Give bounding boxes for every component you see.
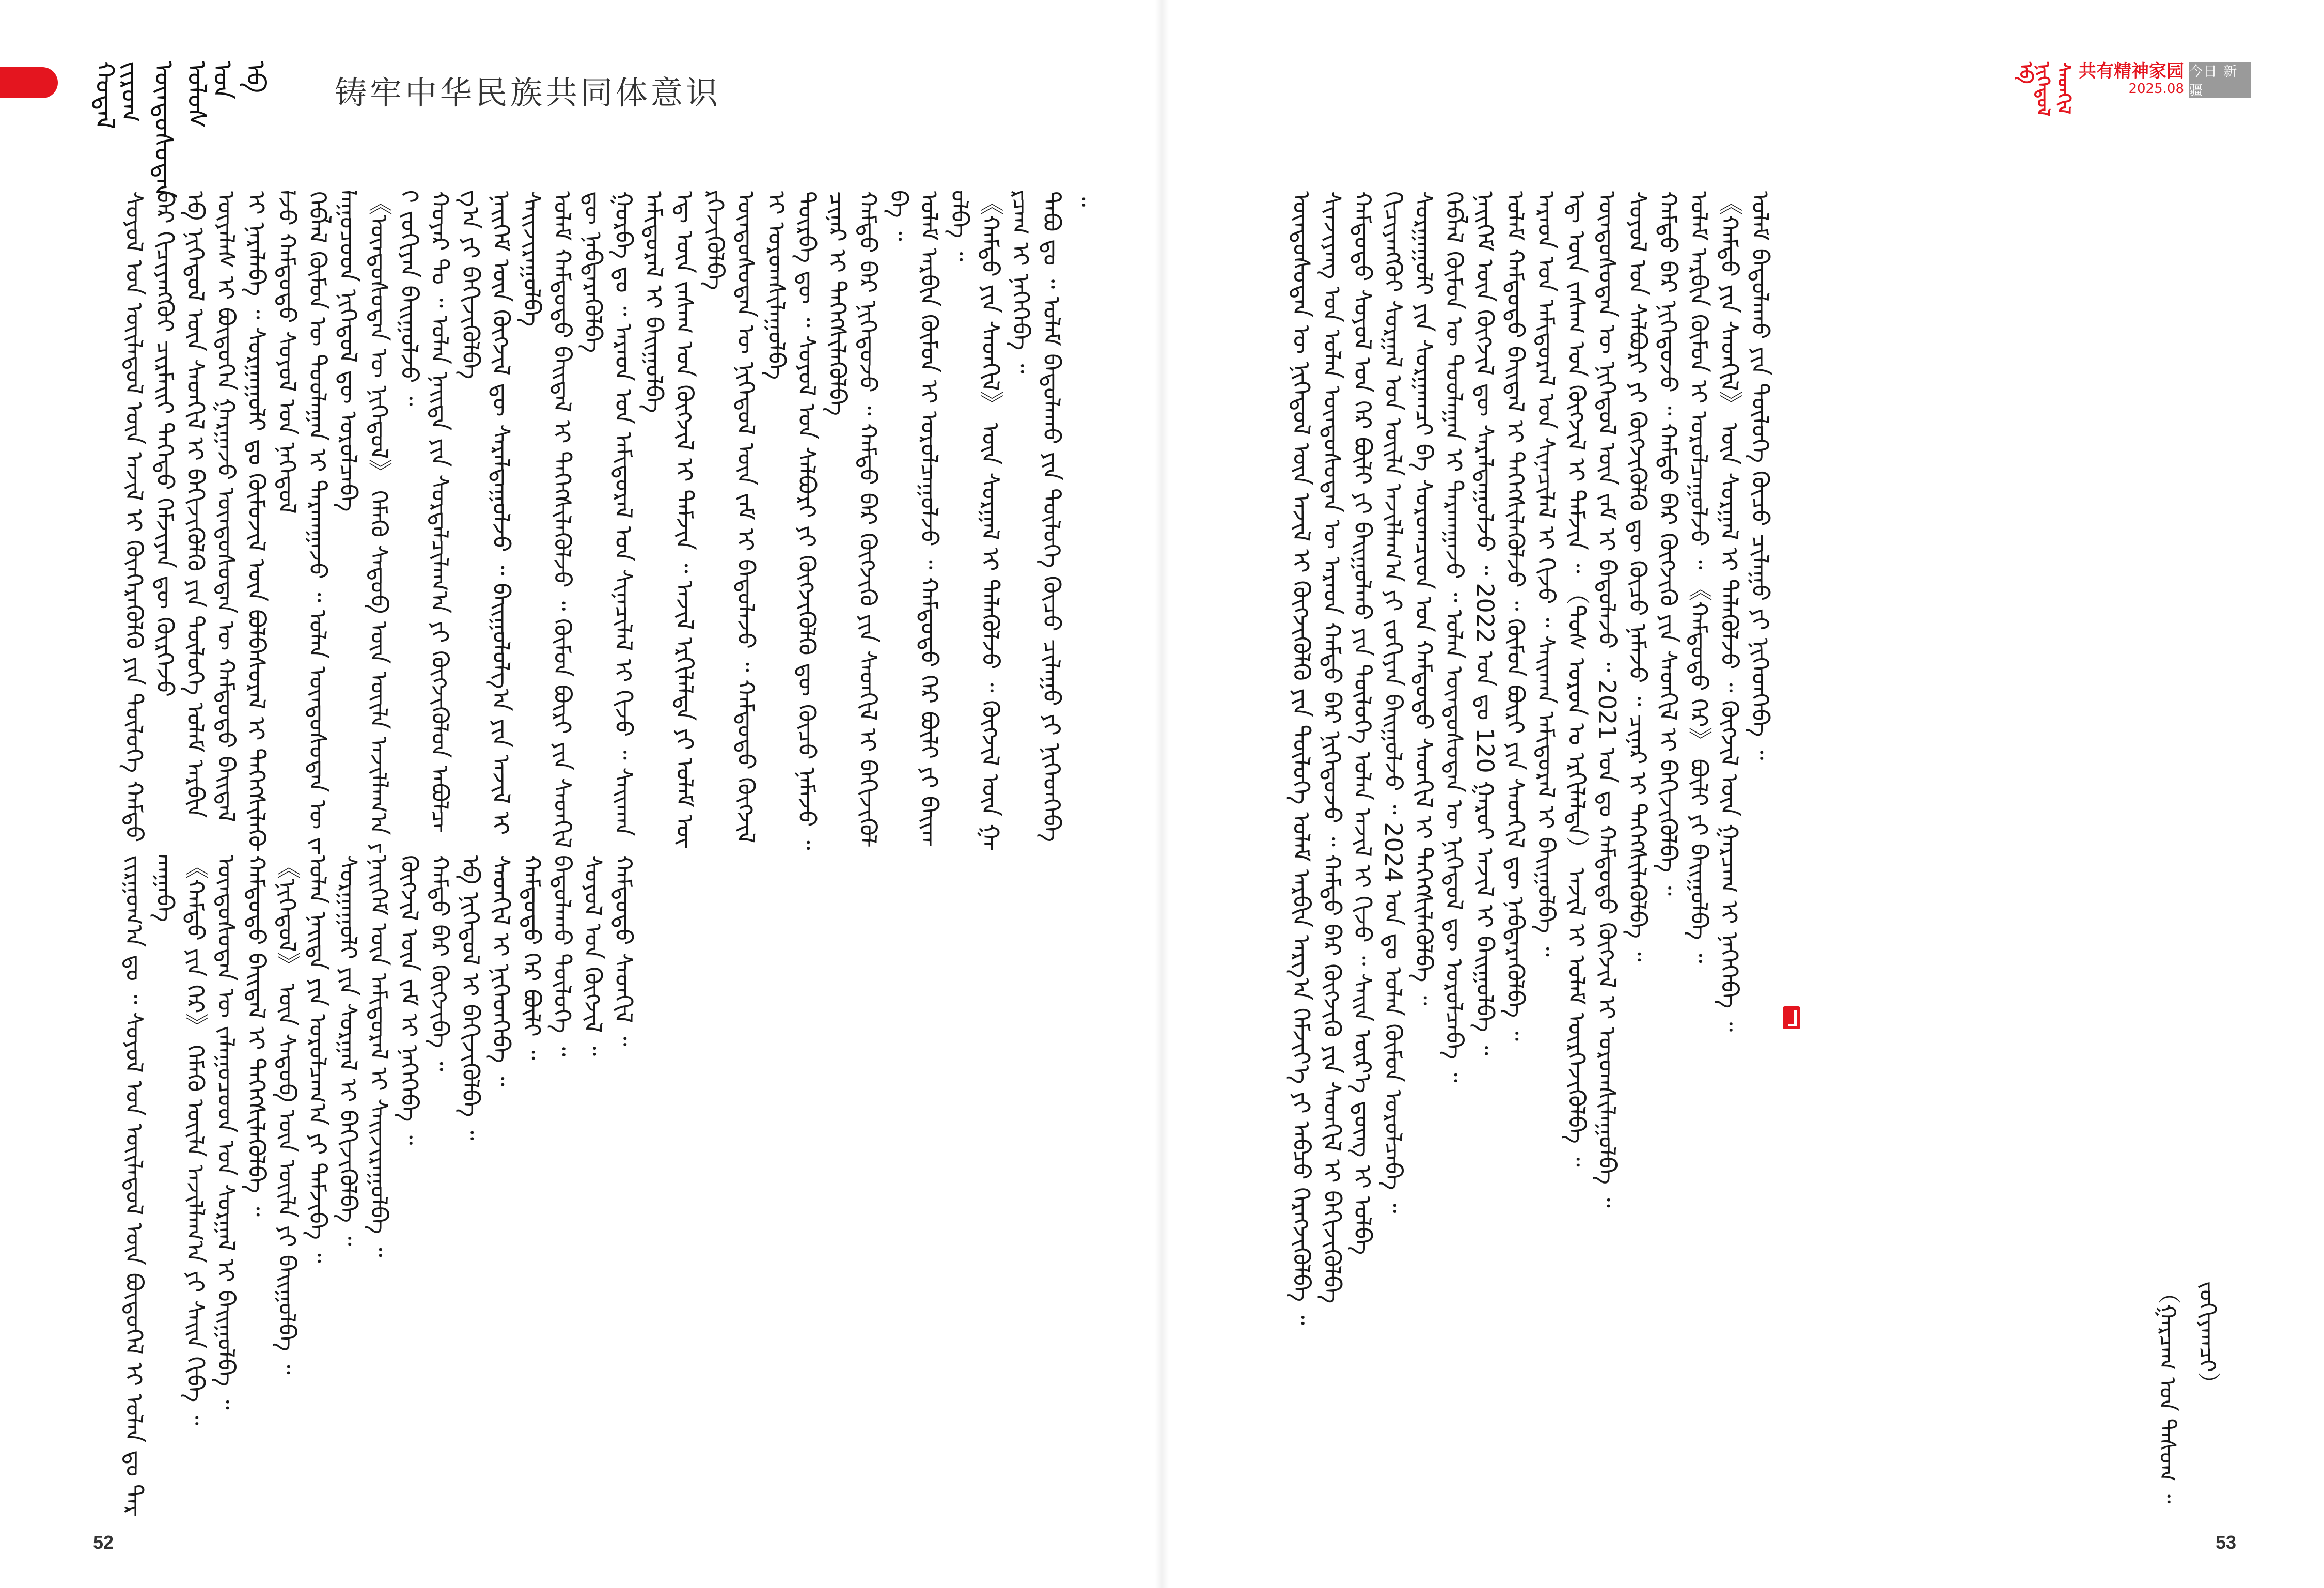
author-credit: （ᠭᠠᠷᠴᠠᠭ ᠤᠨ ᠲᠠᠰᠤᠭ ᠃ ᠵᠣᠬᠢᠶᠠᠭᠴᠢ）	[2154, 1281, 2220, 1504]
text-column: ᠡᠪ ᠨᠢᠭᠡᠳᠦᠯ ᠦᠨ ᠰᠡᠳᠬᠢᠯ ᠢ ᠪᠡᠬᠢᠵᠢᠭᠦᠯᠬᠦ ᠶᠢᠨ ᠲᠥᠯᠥᠭᠡ ᠤᠯᠠᠮ ᠠᠷᠪᠢᠨ ᠦᠶᠡᠯᠡᠰ ᠢ ᠪᠦᠲᠦᠭᠡᠨ ᠭᠠᠷᠭᠠᠵᠤ ᠦᠨᠳᠦᠰᠦᠲᠡᠨ ᠦ ᠬᠠᠮᠲᠤᠳᠤ ᠪᠠᠢᠳᠠᠯ	[181, 191, 240, 822]
text-column: ᠤᠯᠠᠮ ᠠᠷᠪᠢᠨ ᠬᠦᠮᠦᠨ ᠢ ᠣᠷᠣᠯᠴᠠᠭᠤᠯᠵᠤ ᠃ ᠬᠠᠮᠲᠤᠳᠤ ᠭᠡᠷ ᠪᠦᠯᠢ ᠶᠢ ᠪᠠᠢᠭᠤᠯᠪᠠ ᠃	[915, 191, 974, 846]
text-column: 《ᠨᠢᠭᠡᠳᠦᠯ》 ᠦᠨ ᠰᠡᠳᠦᠪ ᠦᠨ ᠦᠢᠯᠡ ᠶᠢ ᠪᠠᠢᠭᠤᠯᠪᠠ ᠃	[273, 855, 302, 1375]
text-column: ᠰᠤᠶᠤᠯ ᠤᠨ ᠦᠢᠯᠡᠳᠦᠯ ᠦᠨ ᠠᠵᠢᠯ ᠢ ᠭᠦᠨᠭᠡᠷᠡᠭᠦᠯᠬᠦ ᠶᠢᠨ ᠲᠥᠯᠥᠭᠡ ᠬᠠᠮᠲᠤ ᠪᠠᠷ ᠬᠢᠴᠢᠶᠡᠩᠭᠦᠢ ᠴᠢᠷᠮᠠᠢᠢ ᠳᠡᠭᠡᠳᠦ ᠬᠡᠮᠵᠢᠶᠡᠨ ᠳᠦ ᠬᠦᠷᠭᠡᠵᠦ	[120, 191, 179, 843]
mongol-section-heading	[90, 61, 293, 198]
text-column: ᠤᠯᠠᠮ ᠪᠠᠲᠤᠯᠠᠬᠤ ᠶᠢᠨ ᠲᠥᠯᠥᠭᠡ ᠬᠦᠴᠦ ᠴᠢᠯᠠᠭᠤ ᠶᠢ ᠨᠢᠭᠡᠳᠭᠡᠪᠡ ᠃	[1746, 191, 1775, 760]
left-page-text	[119, 191, 1116, 1514]
text-column: ᠦᠨᠳᠦᠰᠦᠲᠡᠨ ᠦ ᠨᠢᠭᠡᠳᠦᠯ ᠦᠨ ᠵᠠᠮ ᠢ ᠪᠠᠲᠤᠯᠠᠵᠤ ᠃ ᠬᠠᠮᠲᠤᠳᠤ ᠬᠥᠭᠵᠢᠯ ᠢ ᠤᠷᠤᠭᠰᠢᠯᠠᠭᠤᠯᠪᠠ	[732, 191, 791, 844]
page-spine	[1155, 0, 1169, 1588]
text-column: ᠪᠠᠲᠤᠯᠠᠬᠤ ᠲᠥᠯᠥᠭᠡ ᠃	[548, 855, 577, 1057]
column-name: 共有精神家园	[2079, 61, 2184, 82]
text-column: ᠭᠤᠷᠪᠠ ᠳᠤ ᠃ ᠠᠷᠠᠳ ᠤᠨ ᠠᠮᠢᠳᠤᠷᠠᠯ ᠤᠨ ᠰᠢᠨᠡᠴᠢᠯᠡᠯ ᠢ ᠬᠢᠵᠦ ᠃ ᠰᠠᠢᠬᠠᠨ ᠠᠮᠢᠳᠤᠷᠠᠯ ᠢ ᠪᠠᠢᠭᠤᠯᠪᠠ	[609, 191, 668, 836]
text-column: ᠤᠯᠠᠮ ᠬᠠᠮᠲᠤᠳᠤ ᠪᠠᠢᠳᠠᠯ ᠢ ᠳᠡᠭᠡᠭᠰᠢᠯᠡᠭᠦᠯᠵᠦ ᠃ ᠬᠦᠮᠦᠨ ᠪᠦᠷᠢ ᠶᠢᠨ ᠰᠡᠳᠬᠢᠯ ᠳᠦ ᠨᠡᠪᠲᠡᠷᠡᠭᠦᠯᠪᠡ ᠃	[1501, 191, 1530, 1041]
left-upper-columns	[119, 191, 1097, 855]
text-column: ᠤᠯᠠᠮ ᠠᠷᠪᠢᠨ ᠬᠦᠮᠦᠨ ᠢ ᠣᠷᠣᠯᠴᠠᠭᠤᠯᠵᠤ ᠃ 《ᠬᠠᠮᠲᠤᠳᠤ ᠭᠡᠷ》 ᠪᠦᠯᠢ ᠶᠢ ᠪᠠᠢᠭᠤᠯᠪᠠ ᠃	[1685, 191, 1713, 963]
left-lower-columns	[119, 855, 1097, 1514]
text-column: ᠰᠢᠨᠵᠢᠶᠠᠩ ᠤᠨ ᠣᠯᠠᠨ ᠦᠨᠳᠦᠰᠦᠲᠡᠨ ᠦ ᠠᠷᠠᠳ ᠬᠠᠮᠲᠤ ᠪᠠᠷ ᠨᠢᠭᠡᠳᠦᠵᠦ ᠃ ᠬᠠᠮᠲᠤ ᠪᠠᠷ ᠬᠥᠭᠵᠢᠬᠦ ᠶᠢᠨ ᠰᠡᠳᠬᠢᠯ ᠢ ᠪᠡᠬᠢᠵᠢᠭᠦᠯᠪᠡ	[1318, 191, 1346, 1304]
text-column: ᠤᠯᠠᠮ ᠬᠠᠮᠲᠤᠳᠤ ᠪᠠᠢᠳᠠᠯ ᠢ ᠳᠡᠭᠡᠭᠰᠢᠯᠡᠭᠦᠯᠵᠦ ᠃ ᠬᠦᠮᠦᠨ ᠪᠦᠷᠢ ᠶᠢᠨ ᠰᠡᠳᠬᠢᠯ ᠳᠦ ᠨᠡᠪᠲᠡᠷᠡᠭᠦᠯᠪᠡ	[548, 191, 607, 849]
magazine-brand	[2015, 61, 2290, 116]
text-column: ᠨᠡᠢᠭᠡᠮ ᠦᠨ ᠬᠥᠭᠵᠢᠯ ᠳᠦ ᠰᠠᠷᠠᠯᠳᠠᠭᠤᠯᠵᠤ ᠃ 2022 ᠣᠨ ᠳᠤ 120 ᠭᠠᠷᠤᠢ ᠠᠵᠢᠯ ᠢ ᠪᠠᠢᠭᠤᠯᠪᠠ ᠃	[1471, 191, 1499, 1055]
text-column: ᠦᠨᠳᠦᠰᠦᠲᠡᠨ ᠦ ᠨᠢᠭᠡᠳᠦᠯ ᠦᠨ ᠵᠠᠮ ᠢ ᠪᠠᠲᠤᠯᠠᠵᠤ ᠃ 2021 ᠣᠨ ᠳᠤ ᠬᠠᠮᠲᠤᠳᠤ ᠬᠥᠭᠵᠢᠯ ᠢ ᠤᠷᠤᠭᠰᠢᠯᠠᠭᠤᠯᠪᠠ ᠃	[1593, 191, 1622, 1208]
text-column: 《ᠬᠠᠮᠲᠤ ᠶᠢᠨ ᠭᠡᠷ》 ᠬᠡᠮᠡᠬᠦ ᠦᠢᠯᠡ ᠠᠵᠢᠯᠯᠠᠭ᠎ᠠ ᠶᠢ ᠰᠠᠢᠨ ᠬᠢᠪᠡ ᠃	[181, 855, 210, 1426]
text-column: ᠬᠡᠪᠯᠡᠯ ᠬᠦᠮᠦᠨ ᠦ ᠳᠤᠤᠯᠠᠭᠠᠨ ᠢ ᠲᠠᠷᠬᠠᠭᠠᠵᠤ ᠃ ᠣᠯᠠᠨ ᠦᠨᠳᠦᠰᠦᠲᠡᠨ ᠦ ᠵᠠᠯᠠᠭᠤᠴᠤᠳ ᠨᠢᠭᠡᠳᠦᠯ ᠳᠦ ᠣᠷᠣᠯᠴᠠᠪᠠ	[304, 191, 363, 854]
issue-date: 2025.08	[2128, 81, 2184, 97]
text-column: ᠬᠠᠮᠲᠤ ᠪᠠᠷ ᠨᠢᠭᠡᠳᠦᠵᠦ ᠃ ᠬᠠᠮᠲᠤ ᠪᠠᠷ ᠬᠥᠭᠵᠢᠬᠦ ᠶᠢᠨ ᠰᠡᠳᠬᠢᠯ ᠢ ᠪᠡᠬᠢᠵᠢᠭᠦᠯᠪᠡ ᠃	[854, 191, 913, 846]
text-column: ᠦᠨᠳᠦᠰᠦᠲᠡᠨ ᠦ ᠨᠢᠭᠡᠳᠦᠯ ᠦᠨ ᠠᠵᠢᠯ ᠢ ᠬᠦᠭᠵᠢᠭᠦᠯᠬᠦ ᠶᠢᠨ ᠲᠥᠯᠥᠭᠡ ᠤᠯᠠᠮ ᠠᠷᠪᠢᠨ ᠠᠷᠭ᠎ᠠ ᠬᠡᠮᠵᠢᠶ᠎ᠡ ᠶᠢ ᠠᠪᠴᠤ ᠬᠡᠷᠡᠭᠵᠢᠭᠦᠯᠪᠡ ᠃	[1287, 191, 1316, 1325]
brand-cn-block	[2079, 62, 2184, 98]
text-column: ᠰᠤᠷᠭᠠᠭᠤᠯᠢ ᠶᠢᠨ ᠰᠤᠷᠭᠠᠯ ᠢ ᠪᠡᠬᠢᠵᠢᠭᠦᠯᠪᠡ ᠃	[334, 855, 363, 1246]
text-column: ᠡᠳ᠋ ᠦᠨ ᠵᠠᠰᠠᠭ ᠤᠨ ᠬᠥᠭᠵᠢᠯ ᠢ ᠳᠡᠮᠵᠢᠨ ᠃ ᠠᠵᠢᠯ ᠡᠷᠬᠢᠯᠡᠯᠲᠡ ᠶᠢ ᠤᠯᠠᠮ ᠥᠷᠭᠡᠵᠢᠭᠦᠯᠪᠡ	[670, 191, 730, 848]
text-column: ᠬᠠᠮᠲᠤᠳᠤ ᠭᠡᠷ ᠪᠦᠯᠢ ᠃	[517, 855, 546, 1060]
text-column: 《ᠬᠠᠮᠲᠤ ᠶᠢᠨ ᠰᠡᠳᠬᠢᠯ》 ᠦᠨ ᠰᠤᠷᠭᠠᠯ ᠢ ᠲᠡᠯᠡᠭᠦᠯᠵᠦ ᠃ ᠬᠥᠭᠵᠢᠯ ᠦᠨ ᠭᠠᠷᠴᠠᠭ ᠢ ᠨᠡᠭᠡᠭᠡᠪᠡ ᠃	[1716, 191, 1744, 1032]
text-column: ᠳᠥᠷᠪᠡ ᠳᠦ ᠃ ᠰᠣᠶᠣᠯ ᠤᠨ ᠰᠠᠯᠪᠤᠷᠢ ᠶᠢ ᠬᠥᠭᠵᠢᠭᠦᠯᠬᠦ ᠳᠦ ᠬᠦᠴᠦ ᠨᠡᠮᠡᠵᠦ ᠃ ᠴᠢᠨᠠᠷ ᠢ ᠳᠡᠭᠡᠭᠰᠢᠯᠡᠭᠦᠯᠪᠡ	[793, 191, 852, 850]
page-number-right: 53	[2216, 1532, 2237, 1553]
end-mark-icon	[1783, 1006, 1800, 1029]
left-upper-block	[119, 191, 1097, 1514]
text-column: ᠨᠡᠢᠭᠡᠮ ᠦᠨ ᠬᠥᠭᠵᠢᠯ ᠳᠦ ᠰᠠᠷᠠᠯᠳᠠᠭᠤᠯᠵᠤ ᠃ ᠪᠠᠢᠭᠤᠯᠤᠯᠭ᠎ᠠ ᠶᠢᠨ ᠠᠵᠢᠯ ᠢ ᠰᠠᠢᠵᠢᠷᠠᠭᠤᠯᠪᠠ	[487, 191, 546, 835]
text-column: ᠦᠨᠳᠦᠰᠦᠲᠡᠨ ᠦ ᠵᠠᠯᠠᠭᠤᠴᠤᠳ ᠤᠨ ᠰᠤᠷᠭᠠᠯ ᠢ ᠪᠠᠢᠭᠤᠯᠪᠠ ᠃	[212, 855, 240, 1410]
text-column: ᠡᠳ᠋ ᠦᠨ ᠵᠠᠰᠠᠭ ᠤᠨ ᠬᠥᠭᠵᠢᠯ ᠢ ᠳᠡᠮᠵᠢᠨ ᠃ （ᠲᠤᠰ ᠣᠷᠣᠨ ᠤ ᠡᠷᠬᠢᠯᠡᠯᠲᠡ） ᠠᠵᠢᠯ ᠢ ᠤᠯᠠᠮ ᠥᠷᠭᠡᠵᠢᠭᠦᠯᠪᠡ ᠃	[1563, 191, 1591, 1167]
text-column: ᠬᠥᠭᠵᠢᠯ ᠦᠨ ᠵᠠᠮ ᠢ ᠨᠡᠭᠡᠭᠡᠪᠡ ᠃	[396, 855, 424, 1145]
text-column: ᠣᠯᠠᠨ ᠨᠡᠢᠲᠡ ᠶᠢᠨ ᠣᠷᠣᠯᠴᠠᠭ᠎ᠠ ᠶᠢ ᠳᠡᠮᠵᠢᠪᠡ ᠃	[304, 855, 332, 1263]
text-column: ᠰᠡᠳᠬᠢᠯ ᠢ ᠨᠢᠭᠡᠳᠭᠡᠪᠡ ᠃	[487, 855, 515, 1086]
text-column: 《ᠬᠠᠮᠲᠤ ᠶᠢᠨ ᠰᠡᠳᠬᠢᠯ》 ᠦᠨ ᠰᠤᠷᠭᠠᠯ ᠢ ᠲᠡᠯᠡᠭᠦᠯᠵᠦ ᠃ ᠬᠥᠭᠵᠢᠯ ᠦᠨ ᠭᠠᠷᠴᠠᠭ ᠢ ᠨᠡᠭᠡᠭᠡᠪᠡ ᠃	[976, 191, 1035, 850]
text-column: ᠰᠣᠶᠣᠯ ᠤᠨ ᠬᠥᠭᠵᠢᠯ ᠃	[579, 855, 607, 1056]
mongol-heading-line: ᠦᠨᠳᠦᠰᠦᠲᠡᠨ	[149, 61, 179, 198]
text-column: ᠡᠪ ᠨᠢᠭᠡᠳᠦᠯ ᠢ ᠪᠡᠬᠢᠵᠢᠭᠦᠯᠪᠡ ᠃	[457, 855, 485, 1141]
mongol-heading-line: ᠬᠤᠳᠠᠯ ᠵᠢᠷᠤᠭ	[90, 61, 146, 130]
text-column: 《ᠦᠨᠳᠦᠰᠦᠲᠡᠨ ᠦ ᠨᠢᠭᠡᠳᠦᠯ》 ᠬᠡᠮᠡᠬᠦ ᠰᠡᠳᠦᠪ ᠦᠨ ᠦᠢᠯᠡ ᠠᠵᠢᠯᠯᠠᠭ᠎ᠠ ᠶᠢ ᠵᠣᠬᠢᠶᠠᠨ ᠪᠠᠢᠭᠤᠯᠵᠤ ᠃	[365, 191, 424, 853]
text-column: ᠨᠡᠢᠭᠡᠮ ᠦᠨ ᠠᠮᠢᠳᠤᠷᠠᠯ ᠢ ᠰᠠᠢᠵᠢᠷᠠᠭᠤᠯᠪᠠ ᠃	[365, 855, 393, 1257]
text-column: ᠰᠣᠶᠣᠯ ᠤᠨ ᠰᠠᠯᠪᠤᠷᠢ ᠶᠢ ᠬᠥᠭᠵᠢᠭᠦᠯᠬᠦ ᠳᠦ ᠬᠦᠴᠦ ᠨᠡᠮᠡᠵᠦ ᠃ ᠴᠢᠨᠠᠷ ᠢ ᠳᠡᠭᠡᠭᠰᠢᠯᠡᠭᠦᠯᠪᠡ ᠃	[1624, 191, 1652, 962]
magazine-logo: 今日 新疆	[2189, 62, 2251, 98]
brand-mongol-title	[2015, 62, 2074, 116]
text-column: ᠬᠠᠮᠲᠤᠳᠤ ᠪᠠᠢᠳᠠᠯ ᠢ ᠳᠡᠭᠡᠭᠰᠢᠯᠡᠭᠦᠯᠪᠡ ᠃	[243, 855, 271, 1217]
text-column: ᠲᠠᠪᠤ ᠳᠤ ᠃ ᠤᠯᠠᠮ ᠪᠠᠲᠤᠯᠠᠬᠤ ᠶᠢᠨ ᠲᠥᠯᠥᠭᠡ ᠬᠦᠴᠦ ᠴᠢᠯᠠᠭᠤ ᠶᠢ ᠨᠢᠭᠡᠳᠭᠡᠪᠡ ᠃	[1038, 191, 1096, 843]
mongol-heading-line: ᠡᠪ	[241, 61, 271, 93]
text-column: ᠬᠠᠮᠲᠤᠳᠤ ᠰᠣᠶᠣᠯ ᠤᠨ ᠭᠡᠷ ᠪᠦᠯᠢ ᠶᠢ ᠪᠠᠢᠭᠤᠯᠬᠤ ᠶᠢᠨ ᠲᠥᠯᠥᠭᠡ ᠣᠯᠠᠨ ᠠᠵᠢᠯ ᠢ ᠬᠢᠵᠦ ᠃ ᠰᠠᠢᠨ ᠦᠷ᠎ᠡ ᠳ᠋ᠦᠩ ᠢ ᠣᠯᠪᠠ	[1348, 191, 1377, 1255]
mongol-heading-line: ᠤᠯᠤᠰ ᠤᠨ	[182, 61, 238, 129]
brand-mongol-line: ᠡᠪ ᠨᠢᠭᠡᠳᠦᠯ	[2015, 62, 2053, 116]
text-column: ᠬᠠᠮᠲᠤ ᠪᠠᠷ ᠨᠢᠭᠡᠳᠦᠵᠦ ᠃ ᠬᠠᠮᠲᠤ ᠪᠠᠷ ᠬᠥᠭᠵᠢᠬᠦ ᠶᠢᠨ ᠰᠡᠳᠬᠢᠯ ᠢ ᠪᠡᠬᠢᠵᠢᠭᠦᠯᠪᠡ ᠃	[1654, 191, 1683, 896]
section-title: 铸牢中华民族共同体意识	[335, 74, 721, 112]
section-tab	[0, 67, 58, 98]
text-column: ᠬᠠᠮᠲᠤ ᠪᠠᠷ ᠬᠥᠭᠵᠢᠪᠡ ᠃	[426, 855, 454, 1071]
right-page-text	[1286, 191, 2288, 1514]
text-column: ᠬᠠᠮᠲᠤᠳᠤ ᠰᠡᠳᠬᠢᠯ ᠃	[609, 855, 638, 1047]
text-column: ᠵᠢᠷᠭᠤᠭ᠎ᠠ ᠳᠤ ᠃ ᠰᠣᠶᠣᠯ ᠤᠨ ᠦᠢᠯᠡᠳᠦᠯ ᠦᠨ ᠪᠦᠲᠦᠭᠡᠯ ᠢ ᠣᠯᠠᠨ ᠳᠤ ᠲᠠᠷᠬᠠᠭᠠᠪᠠ	[120, 855, 179, 1516]
text-column: ᠬᠣᠶᠠᠷ ᠲᠤ ᠃ ᠣᠯᠠᠨ ᠨᠡᠢᠲᠡ ᠶᠢᠨ ᠰᠤᠷᠲᠠᠯᠴᠢᠯᠠᠭ᠎ᠠ ᠶᠢ ᠬᠥᠭᠵᠢᠭᠦᠯᠦᠨ ᠠᠪᠤᠯᠴᠠᠭ᠎ᠠ ᠶᠢ ᠪᠡᠬᠢᠵᠢᠭᠦᠯᠪᠡ	[426, 191, 485, 832]
page-number-left: 52	[93, 1532, 114, 1553]
brand-mongol-line: ᠰᠡᠳᠬᠢᠯ	[2053, 62, 2074, 114]
text-column: ᠬᠢᠴᠢᠶᠡᠩᠭᠦᠢ ᠰᠤᠷᠭᠠᠯ ᠤᠨ ᠦᠢᠯᠡ ᠠᠵᠢᠯᠯᠠᠭ᠎ᠠ ᠶᠢ ᠵᠣᠬᠢᠶᠠᠨ ᠪᠠᠢᠭᠤᠯᠵᠤ ᠃ 2024 ᠣᠨ ᠳᠤ ᠣᠯᠠᠨ ᠬᠦᠮᠦᠨ ᠣᠷᠣᠯᠴᠠᠪᠠ ᠃	[1379, 191, 1407, 1213]
text-column: ᠢ ᠨᠡᠷᠡᠯᠡᠪᠡ ᠃ ᠰᠤᠷᠭᠠᠭᠤᠯᠢ ᠳᠤ ᠬᠦᠮᠦᠵᠢᠯ ᠦᠨ ᠪᠣᠯᠪᠠᠰᠤᠷᠠᠯ ᠢ ᠳᠡᠭᠡᠭᠰᠢᠯᠡᠭᠦᠯᠵᠦ ᠬᠠᠮᠲᠤᠳᠤ ᠰᠣᠶᠣᠯ ᠤᠨ ᠨᠡᠭᠡᠳᠦᠯ	[243, 191, 302, 850]
text-column: ᠰᠤᠷᠭᠠᠭᠤᠯᠢ ᠶᠢᠨ ᠰᠤᠷᠭᠠᠭᠴᠢ ᠪᠠ ᠰᠤᠷᠤᠭᠴᠢᠳ ᠤᠨ ᠬᠠᠮᠲᠤᠳᠤ ᠰᠡᠳᠬᠢᠯ ᠢ ᠳᠡᠭᠡᠭᠰᠢᠯᠡᠭᠦᠯᠪᠡ ᠃	[1410, 191, 1438, 1006]
text-column: ᠬᠡᠪᠯᠡᠯ ᠬᠦᠮᠦᠨ ᠦ ᠳᠤᠤᠯᠠᠭᠠᠨ ᠢ ᠲᠠᠷᠬᠠᠭᠠᠵᠤ ᠃ ᠣᠯᠠᠨ ᠦᠨᠳᠦᠰᠦᠲᠡᠨ ᠦ ᠨᠢᠭᠡᠳᠦᠯ ᠳᠦ ᠣᠷᠣᠯᠴᠠᠪᠠ ᠃	[1440, 191, 1469, 1083]
text-column: ᠠᠷᠠᠳ ᠤᠨ ᠠᠮᠢᠳᠤᠷᠠᠯ ᠤᠨ ᠰᠢᠨᠡᠴᠢᠯᠡᠯ ᠢ ᠬᠢᠵᠦ ᠃ ᠰᠠᠢᠬᠠᠨ ᠠᠮᠢᠳᠤᠷᠠᠯ ᠢ ᠪᠠᠢᠭᠤᠯᠪᠠ ᠃	[1532, 191, 1560, 957]
